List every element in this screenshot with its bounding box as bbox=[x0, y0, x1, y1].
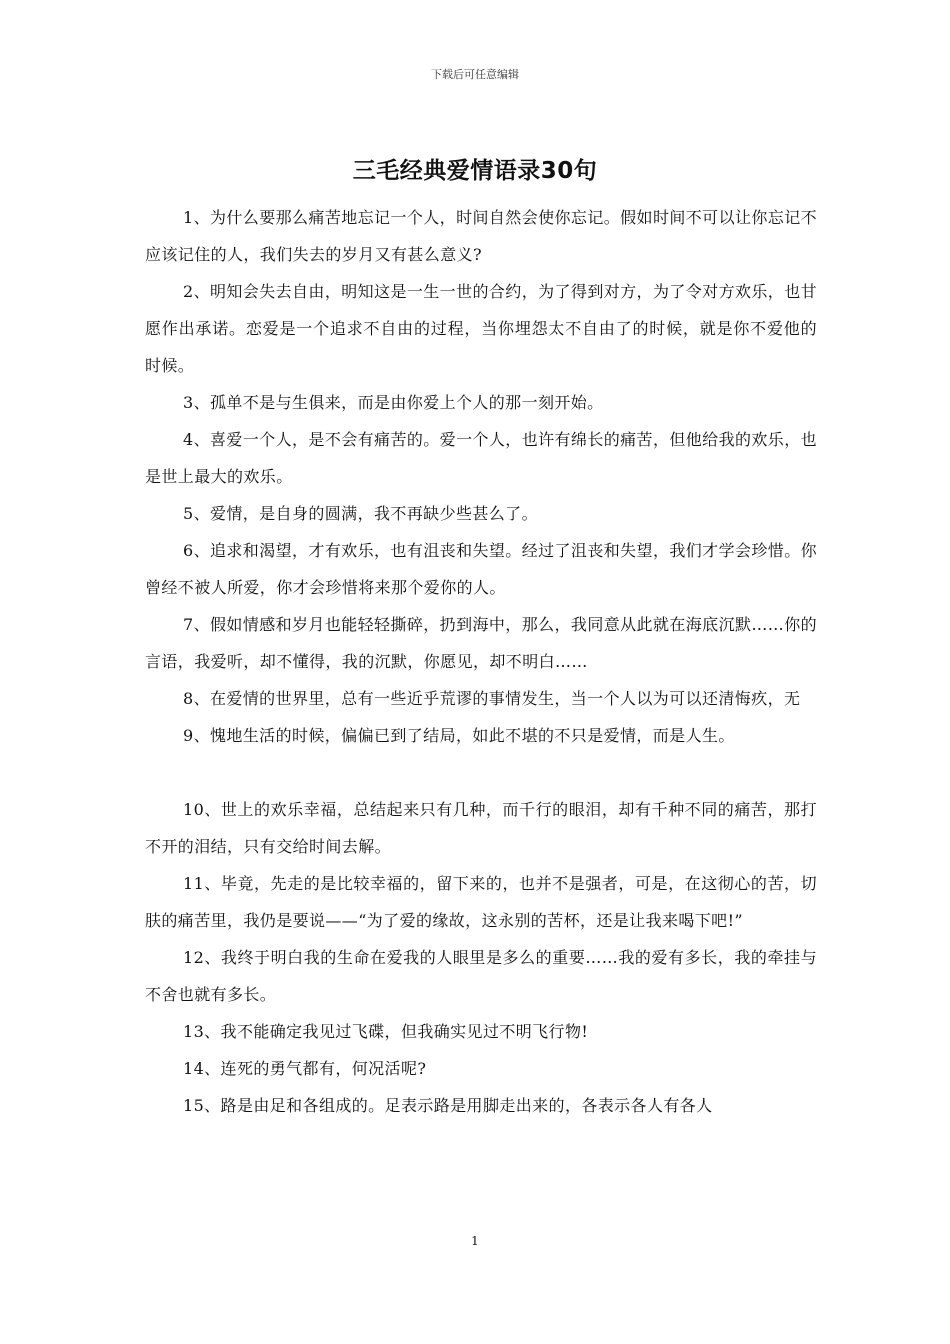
paragraph-11: 11、毕竟，先走的是比较幸福的，留下来的，也并不是强者，可是，在这彻心的苦，切肤的痛苦里，我仍是要说——“为了爱的缘故，这永别的苦杯，还是让我来喝下吧!” bbox=[145, 874, 817, 930]
paragraph-2: 2、明知会失去自由，明知这是一生一世的合约，为了得到对方，为了令对方欢乐，也甘愿作出承诺。恋爱是一个追求不自由的过程，当你埋怨太不自由了的时候，就是你不爱他的时候。 bbox=[145, 282, 817, 375]
paragraph-5: 5、爱情，是自身的圆满，我不再缺少些甚么了。 bbox=[183, 504, 538, 523]
paragraph-4: 4、喜爱一个人，是不会有痛苦的。爱一个人，也许有绵长的痛苦，但他给我的欢乐，也是世上最大的欢乐。 bbox=[145, 430, 817, 486]
document-title: 三毛经典爱情语录30句 bbox=[352, 158, 598, 184]
paragraph-15: 15、路是由足和各组成的。足表示路是用脚走出来的，各表示各人有各人 bbox=[183, 1096, 713, 1115]
paragraph-1: 1、为什么要那么痛苦地忘记一个人，时间自然会使你忘记。假如时间不可以让你忘记不应该记住的人，我们失去的岁月又有甚么意义? bbox=[145, 208, 817, 264]
page-header-note: 下载后可任意编辑 bbox=[431, 68, 519, 81]
paragraph-7: 7、假如情感和岁月也能轻轻撕碎，扔到海中，那么，我同意从此就在海底沉默……你的言语，我爱听，却不懂得，我的沉默，你愿见，却不明白…… bbox=[145, 615, 817, 671]
paragraph-13: 13、我不能确定我见过飞碟，但我确实见过不明飞行物! bbox=[183, 1022, 589, 1041]
paragraph-6: 6、追求和渴望，才有欢乐，也有沮丧和失望。经过了沮丧和失望，我们才学会珍惜。你曾经不被人所爱，你才会珍惜将来那个爱你的人。 bbox=[145, 541, 817, 597]
paragraph-14: 14、连死的勇气都有，何况活呢? bbox=[183, 1059, 427, 1078]
paragraph-9: 9、愧地生活的时候，偏偏已到了结局，如此不堪的不只是爱情，而是人生。 bbox=[183, 726, 735, 745]
blank-line bbox=[145, 754, 817, 791]
page-number: 1 bbox=[471, 1234, 479, 1248]
paragraph-10: 10、世上的欢乐幸福，总结起来只有几种，而千行的眼泪，却有千种不同的痛苦，那打不开的泪结，只有交给时间去解。 bbox=[145, 800, 817, 856]
paragraph-12: 12、我终于明白我的生命在爱我的人眼里是多么的重要……我的爱有多长，我的牵挂与不舍也就有多长。 bbox=[145, 948, 817, 1004]
paragraph-3: 3、孤单不是与生俱来，而是由你爱上个人的那一刻开始。 bbox=[183, 393, 604, 412]
paragraph-8: 8、在爱情的世界里，总有一些近乎荒谬的事情发生，当一个人以为可以还清悔疚，无 bbox=[183, 689, 801, 708]
document-body bbox=[145, 199, 817, 1124]
